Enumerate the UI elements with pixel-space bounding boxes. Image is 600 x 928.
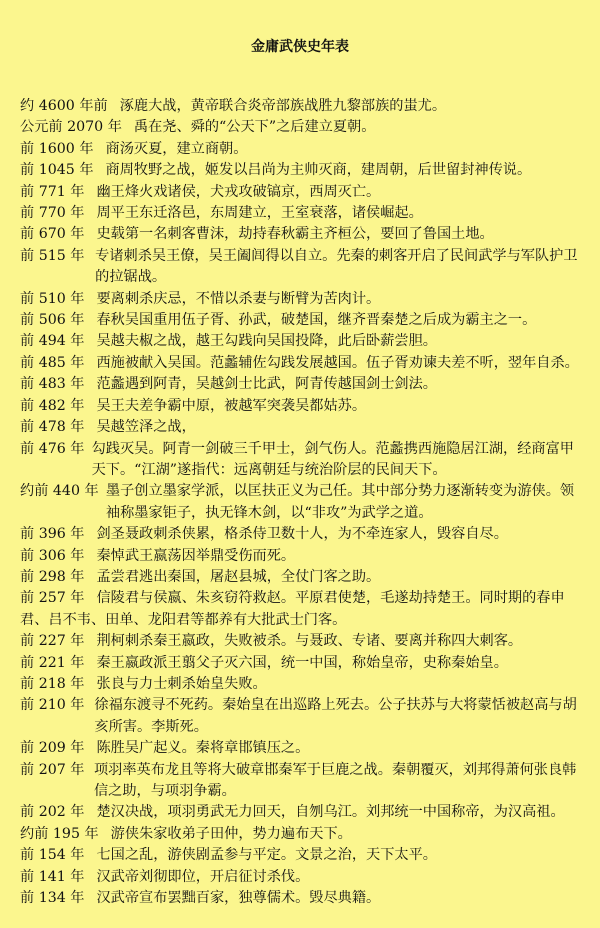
entry-text: 勾践灭吴。阿青一剑破三千甲士，剑气伤人。范蠡携西施隐居江湖，经商富甲天下。“江湖”遂指代：远离朝廷与统治阶层的民间天下。 — [91, 440, 574, 478]
entry-date: 前 476 年 — [20, 440, 85, 457]
entry-text: 周平王东迁洛邑，东周建立，王室衰落，诸侯崛起。 — [96, 205, 423, 222]
timeline-entry — [20, 481, 586, 524]
timeline-entry — [20, 588, 586, 631]
timeline-entry — [20, 888, 586, 909]
entry-date: 前 510 年 — [20, 290, 85, 307]
entry-text: 项羽率英布龙且等将大破章邯秦军于巨鹿之战。秦朝覆灭，刘邦得萧何张良韩信之助，与项羽争霸。 — [93, 761, 577, 799]
entry-date: 前 478 年 — [20, 419, 85, 436]
page-title: 金庸武侠史年表 — [251, 39, 349, 55]
entry-date: 前 227 年 — [20, 633, 85, 650]
entry-date: 前 770 年 — [20, 205, 85, 222]
timeline-entry — [20, 246, 586, 289]
entry-date: 前 209 年 — [20, 740, 85, 757]
timeline-entry — [20, 117, 586, 138]
entry-date: 前 154 年 — [20, 847, 85, 864]
timeline-entry — [20, 845, 586, 866]
entry-date: 前 218 年 — [20, 675, 85, 692]
timeline-entry — [20, 567, 586, 588]
entry-text: 专诸刺杀吴王僚，吴王阖闾得以自立。先秦的刺客开启了民间武学与军队护卫的拉锯战。 — [95, 247, 578, 286]
timeline-entry — [20, 310, 586, 331]
timeline-entry — [20, 867, 586, 888]
timeline-entry — [20, 653, 586, 674]
entry-date: 前 221 年 — [20, 654, 85, 671]
timeline-entry — [20, 139, 586, 160]
timeline-entry — [20, 417, 586, 438]
timeline-entry — [20, 674, 586, 695]
entry-date: 约前 195 年 — [20, 825, 99, 842]
entry-text: 陈胜吴广起义。秦将章邯镇压之。 — [96, 740, 310, 757]
entry-date: 前 306 年 — [20, 547, 85, 564]
entry-date: 前 482 年 — [20, 397, 85, 414]
entry-date: 前 141 年 — [20, 868, 85, 885]
entry-date: 前 483 年 — [20, 376, 85, 393]
timeline-entry — [20, 738, 586, 759]
timeline-entry — [20, 374, 586, 395]
timeline-entry — [20, 353, 586, 374]
timeline-entry — [20, 396, 586, 417]
entry-date: 前 396 年 — [20, 526, 85, 543]
entry-date: 前 485 年 — [20, 354, 85, 371]
entry-date: 约前 440 年 — [20, 483, 99, 500]
entry-text: 禹在尧、舜的“公天下”之后建立夏朝。 — [133, 119, 376, 136]
timeline-list — [20, 96, 586, 909]
timeline-entry — [20, 631, 586, 652]
entry-text: 春秋吴国重用伍子胥、孙武，破楚国，继齐晋秦楚之后成为霸主之一。 — [96, 312, 537, 329]
entry-text: 墨子创立墨家学派，以匡扶正义为己任。其中部分势力逐渐转变为游侠。领袖称墨家钜子，执无锋木剑，以“非攻”为武学之道。 — [105, 483, 575, 521]
timeline-entry — [20, 546, 586, 567]
timeline-entry — [20, 224, 586, 245]
timeline-entry — [20, 524, 586, 545]
entry-text: 范蠡遇到阿青，吴越剑士比武，阿青传越国剑士剑法。 — [96, 376, 437, 393]
entry-text: 汉武帝刘彻即位，开启征讨杀伐。 — [96, 868, 310, 885]
entry-text: 要离刺杀庆忌，不惜以杀妻与断臂为苦肉计。 — [96, 290, 381, 307]
timeline-entry — [20, 289, 586, 310]
entry-text: 西施被献入吴国。范蠡辅佐勾践发展越国。伍子胥劝谏夫差不听，翌年自杀。 — [96, 354, 579, 371]
entry-date: 前 202 年 — [20, 804, 85, 821]
entry-text: 幽王烽火戏诸侯，犬戎攻破镐京，西周灭亡。 — [96, 183, 381, 200]
timeline-entry — [20, 96, 586, 117]
entry-date: 公元前 2070 年 — [20, 119, 122, 136]
entry-date: 前 771 年 — [20, 183, 85, 200]
entry-date: 前 1600 年 — [20, 140, 94, 157]
entry-date: 约 4600 年前 — [20, 98, 108, 114]
entry-text: 吴越笠泽之战， — [96, 419, 196, 436]
entry-text: 荆柯刺杀秦王嬴政，失败被杀。与聂政、专诸、要离并称四大刺客。 — [96, 633, 523, 650]
timeline-entry — [20, 695, 586, 738]
entry-text: 吴越夫椒之战，越王勾践向吴国投降，此后卧薪尝胆。 — [96, 333, 437, 350]
timeline-entry — [20, 802, 586, 823]
entry-date: 前 207 年 — [20, 761, 85, 778]
entry-text: 史载第一名刺客曹沫，劫持春秋霸主齐桓公，要回了鲁国土地。 — [96, 226, 494, 243]
entry-date: 前 210 年 — [20, 697, 85, 714]
entry-date: 前 515 年 — [20, 247, 85, 264]
timeline-entry — [20, 760, 586, 803]
entry-text: 商汤灭夏，建立商朝。 — [105, 140, 248, 157]
timeline-entry — [20, 182, 586, 203]
timeline-entry — [20, 331, 586, 352]
entry-text: 张良与力士刺杀始皇失败。 — [96, 675, 267, 692]
entry-text: 游侠朱家收弟子田仲，势力遍布天下。 — [110, 825, 352, 842]
entry-text: 涿鹿大战，黄帝联合炎帝部族战胜九黎部族的蚩尤。 — [119, 98, 447, 114]
entry-text: 剑圣聂政刺杀侠累，格杀侍卫数十人，为不牵连家人，毁容自尽。 — [96, 526, 508, 543]
entry-text: 楚汉决战，项羽勇武无力回天，自刎乌江。刘邦统一中国称帝，为汉高祖。 — [96, 804, 565, 821]
entry-date: 前 1045 年 — [20, 162, 94, 179]
entry-date: 前 494 年 — [20, 333, 85, 350]
timeline-entry — [20, 439, 586, 482]
timeline-entry — [20, 160, 586, 181]
entry-text: 秦悼武王嬴荡因举鼎受伤而死。 — [96, 547, 296, 564]
entry-date: 前 298 年 — [20, 568, 85, 585]
entry-text: 商周牧野之战，姬发以吕尚为主帅灭商，建周朝，后世留封神传说。 — [105, 162, 532, 179]
entry-text: 孟尝君逃出秦国，屠赵县城，全仗门客之助。 — [96, 568, 381, 585]
entry-date: 前 257 年 — [20, 590, 85, 607]
entry-date: 前 506 年 — [20, 312, 85, 329]
timeline-entry — [20, 824, 586, 845]
entry-text: 信陵君与侯嬴、朱亥窃符救赵。平原君使楚，毛遂劫持楚王。同时期的春申君、吕不韦、田单、龙阳君等都养有大批武士门客。 — [20, 590, 565, 628]
entry-date: 前 134 年 — [20, 890, 85, 907]
entry-date: 前 670 年 — [20, 226, 85, 243]
entry-text: 汉武帝宣布罢黜百家，独尊儒术。毁尽典籍。 — [96, 890, 381, 907]
entry-text: 七国之乱，游侠剧孟参与平定。文景之治，天下太平。 — [96, 847, 437, 864]
entry-text: 吴王夫差争霸中原，被越军突袭吴都姑苏。 — [96, 397, 367, 414]
timeline-entry — [20, 203, 586, 224]
entry-text: 秦王嬴政派王翦父子灭六国，统一中国，称始皇帝，史称秦始皇。 — [96, 654, 508, 671]
entry-text: 徐福东渡寻不死药。秦始皇在出巡路上死去。公子扶苏与大将蒙恬被赵高与胡亥所害。李斯死。 — [94, 697, 577, 735]
